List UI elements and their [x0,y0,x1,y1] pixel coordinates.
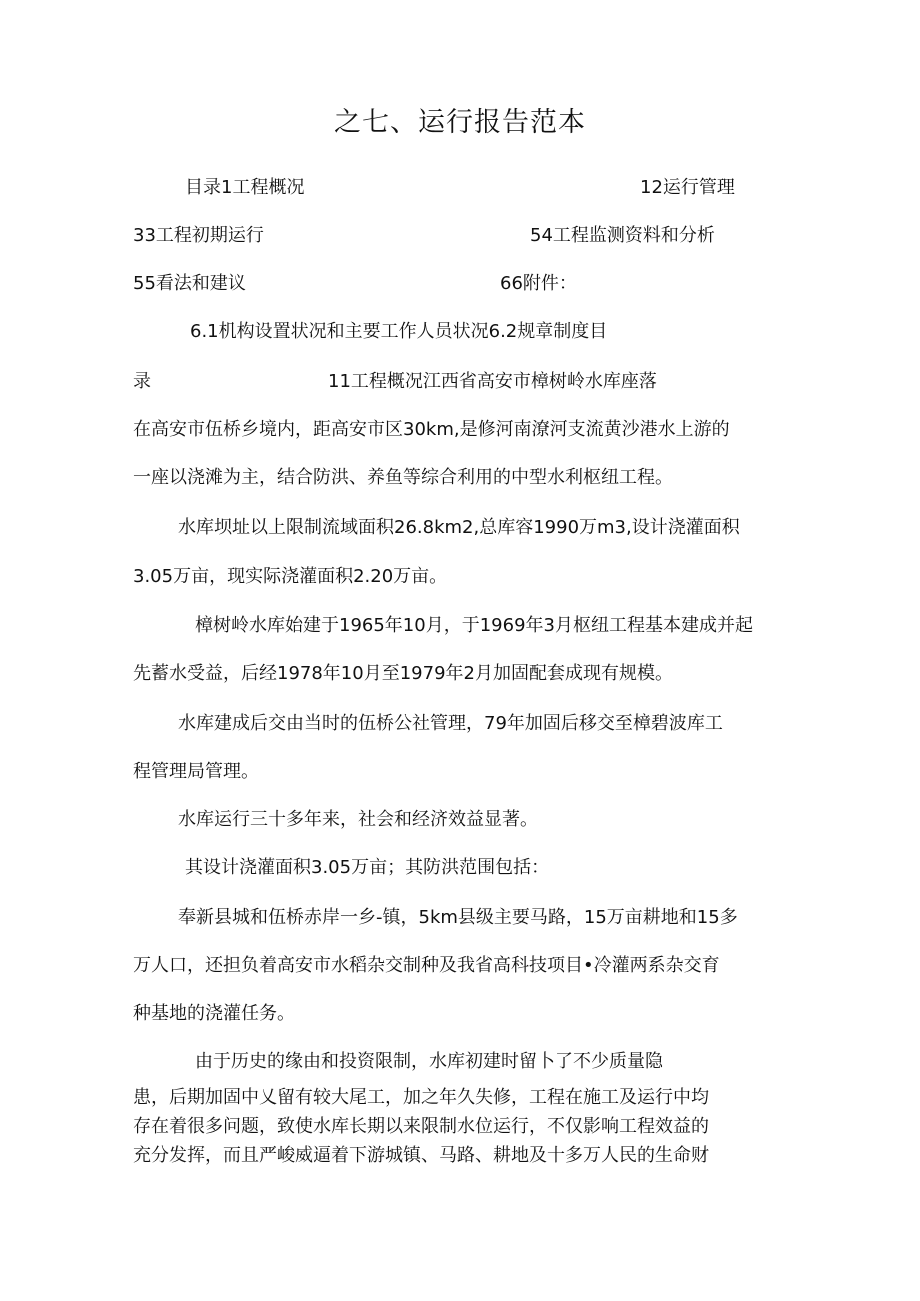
paragraph-7-line-2: 万人口，还担负着高安市水稻杂交制种及我省高科技项目•冷灌两系杂交育 [133,955,720,976]
paragraph-8-line-1: 由于历史的缘由和投资限制，水库初建时留卜了不少质量隐 [195,1051,663,1072]
page-title: 之七、运行报告范本 [334,107,586,138]
paragraph-3-line-1: 樟树岭水库始建于1965年10月，于1969年3月枢纽工程基本建成并起 [195,615,753,636]
toc-entry-attachments: 66附件： [500,273,577,294]
paragraph-8-line-3: 存在着很多问题，致使水库长期以来限制水位运行，不仅影响工程效益的 [133,1116,709,1137]
paragraph-3-line-2: 先蓄水受益，后经1978年10月至1979年2月加固配套成现有规模。 [133,663,673,684]
paragraph-5: 水库运行三十多年来，社会和经济效益显著。 [178,809,538,830]
paragraph-4-line-1: 水库建成后交由当时的伍桥公社管理，79年加固后移交至樟碧波库工 [178,713,723,734]
paragraph-1-line-2: 一座以浇滩为主，结合防洪、养鱼等综合利用的中型水利枢纽工程。 [133,467,673,488]
toc-entry-monitoring-analysis: 54工程监测资料和分析 [530,225,715,246]
toc-entry-operation-management: 12运行管理 [640,177,735,198]
paragraph-1-line-1: 在高安市伍桥乡境内，距高安市区30km,是修河南潦河支流黄沙港水上游的 [133,419,730,440]
toc-entry-attachment-items: 6.1机构设置状况和主要工作人员状况6.2规章制度目 [190,321,608,342]
section-heading-overview: 11工程概况江西省高安市樟树岭水库座落 [328,371,657,392]
paragraph-4-line-2: 程管理局管理。 [133,761,259,782]
toc-entry-initial-operation: 33工程初期运行 [133,225,264,246]
toc-entry-continued: 录 [133,371,151,392]
paragraph-2-line-2: 3.05万亩，现实际浇灌面积2.20万亩。 [133,566,448,587]
paragraph-8-line-2: 患，后期加固中乂留有较大尾工，加之年久失修，工程在施工及运行中均 [133,1087,709,1108]
paragraph-8-line-4: 充分发挥，而且严峻威逼着下游城镇、马路、耕地及十多万人民的生命财 [133,1145,709,1166]
paragraph-7-line-1: 奉新县城和伍桥赤岸一乡-镇，5km县级主要马路，15万亩耕地和15多 [178,907,738,928]
paragraph-7-line-3: 种基地的浇灌任务。 [133,1003,295,1024]
paragraph-2-line-1: 水库坝址以上限制流域面积26.8km2,总库容1990万m3,设计浇灌面积 [178,517,740,538]
paragraph-6: 其设计浇灌面积3.05万亩；其防洪范围包括： [185,857,550,878]
toc-entry-opinions-suggestions: 55看法和建议 [133,273,246,294]
toc-entry-overview: 目录1工程概况 [185,177,305,198]
